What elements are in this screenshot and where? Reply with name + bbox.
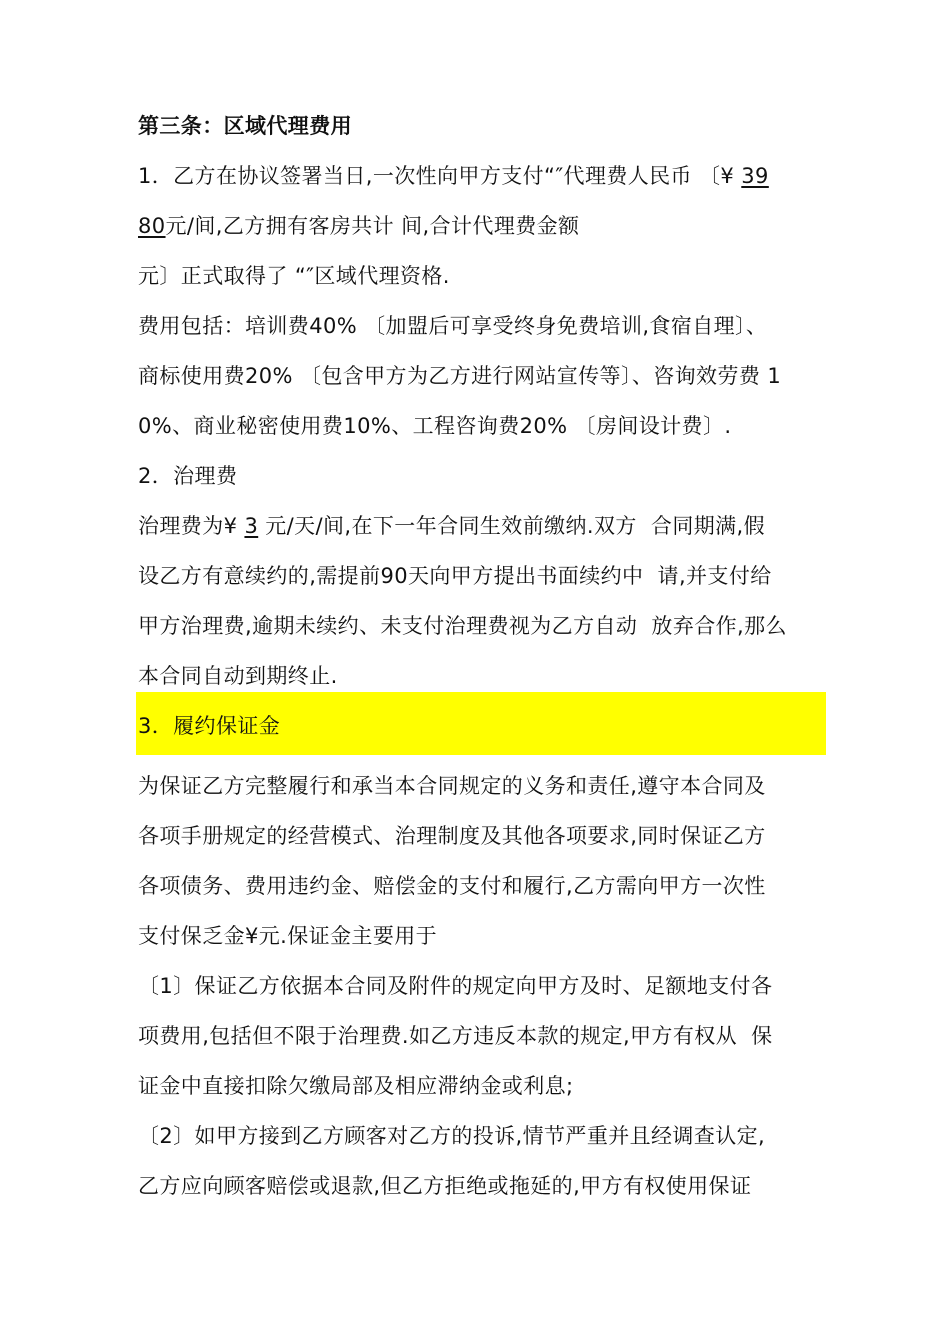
section-title: 第三条：区域代理费用 bbox=[138, 114, 352, 138]
fees-line-2: 商标使用费20% 〔包含甲方为乙方进行网站宣传等〕、咨询效劳费 1 bbox=[138, 364, 782, 388]
clause-3-line-4: 支付保乏金¥元.保证金主要用于 bbox=[138, 924, 438, 948]
clause-1-line-3: 元〕正式取得了 “″区域代理资格. bbox=[138, 264, 450, 288]
clause-3-item-2-line-2: 乙方应向顾客赔偿或退款,但乙方拒绝或拖延的,甲方有权使用保证 bbox=[138, 1174, 752, 1198]
clause-2-line-2: 设乙方有意续约的,需提前90天向甲方提出书面续约中 请,并支付给 bbox=[138, 564, 772, 588]
clause-2-line-3: 甲方治理费,逾期未续约、未支付治理费视为乙方自动 放弃合作,那么 bbox=[138, 614, 787, 638]
clause-1-text-2: 元/间,乙方拥有客房共计 间,合计代理费金额 bbox=[165, 214, 580, 238]
clause-3-line-1: 为保证乙方完整履行和承当本合同规定的义务和责任,遵守本合同及 bbox=[138, 774, 766, 798]
clause-1-text: 1．乙方在协议签署当日,一次性向甲方支付“″代理费人民币 〔¥ bbox=[138, 164, 742, 188]
clause-3-item-2-line-1: 〔2〕如甲方接到乙方顾客对乙方的投诉,情节严重并且经调查认定, bbox=[138, 1124, 766, 1148]
clause-3-title: 3．履约保证金 bbox=[138, 714, 281, 738]
clause-3-item-1-line-2: 项费用,包括但不限于治理费.如乙方违反本款的规定,甲方有权从 保 bbox=[138, 1024, 773, 1048]
clause-1-line-2 bbox=[138, 212, 579, 240]
clause-3-line-3: 各项债务、费用违约金、赔偿金的支付和履行,乙方需向甲方一次性 bbox=[138, 874, 766, 898]
clause-2-text-b: 元/天/间,在下一年合同生效前缴纳.双方 合同期满,假 bbox=[258, 514, 766, 538]
fee-amount-part-2: 80 bbox=[138, 214, 166, 238]
clause-3-item-1-line-1: 〔1〕保证乙方依据本合同及附件的规定向甲方及时、足额地支付各 bbox=[138, 974, 773, 998]
clause-2-line-4: 本合同自动到期终止. bbox=[138, 664, 338, 688]
fees-line-1: 费用包括：培训费40% 〔加盟后可享受终身免费培训,食宿自理〕、 bbox=[138, 314, 768, 338]
clause-2-text: 治理费为¥ bbox=[138, 514, 245, 538]
clause-2-line-1 bbox=[138, 512, 765, 540]
clause-3-line-2: 各项手册规定的经营模式、治理制度及其他各项要求,同时保证乙方 bbox=[138, 824, 766, 848]
fees-line-3: 0%、商业秘密使用费10%、工程咨询费20% 〔房间设计费〕. bbox=[138, 414, 732, 438]
clause-3-item-1-line-3: 证金中直接扣除欠缴局部及相应滞纳金或利息; bbox=[138, 1074, 574, 1098]
clause-2-title: 2．治理费 bbox=[138, 464, 238, 488]
management-fee-amount: 3 bbox=[244, 514, 259, 538]
clause-1-line-1 bbox=[138, 162, 769, 190]
fee-amount-part-1: 39 bbox=[741, 164, 769, 188]
